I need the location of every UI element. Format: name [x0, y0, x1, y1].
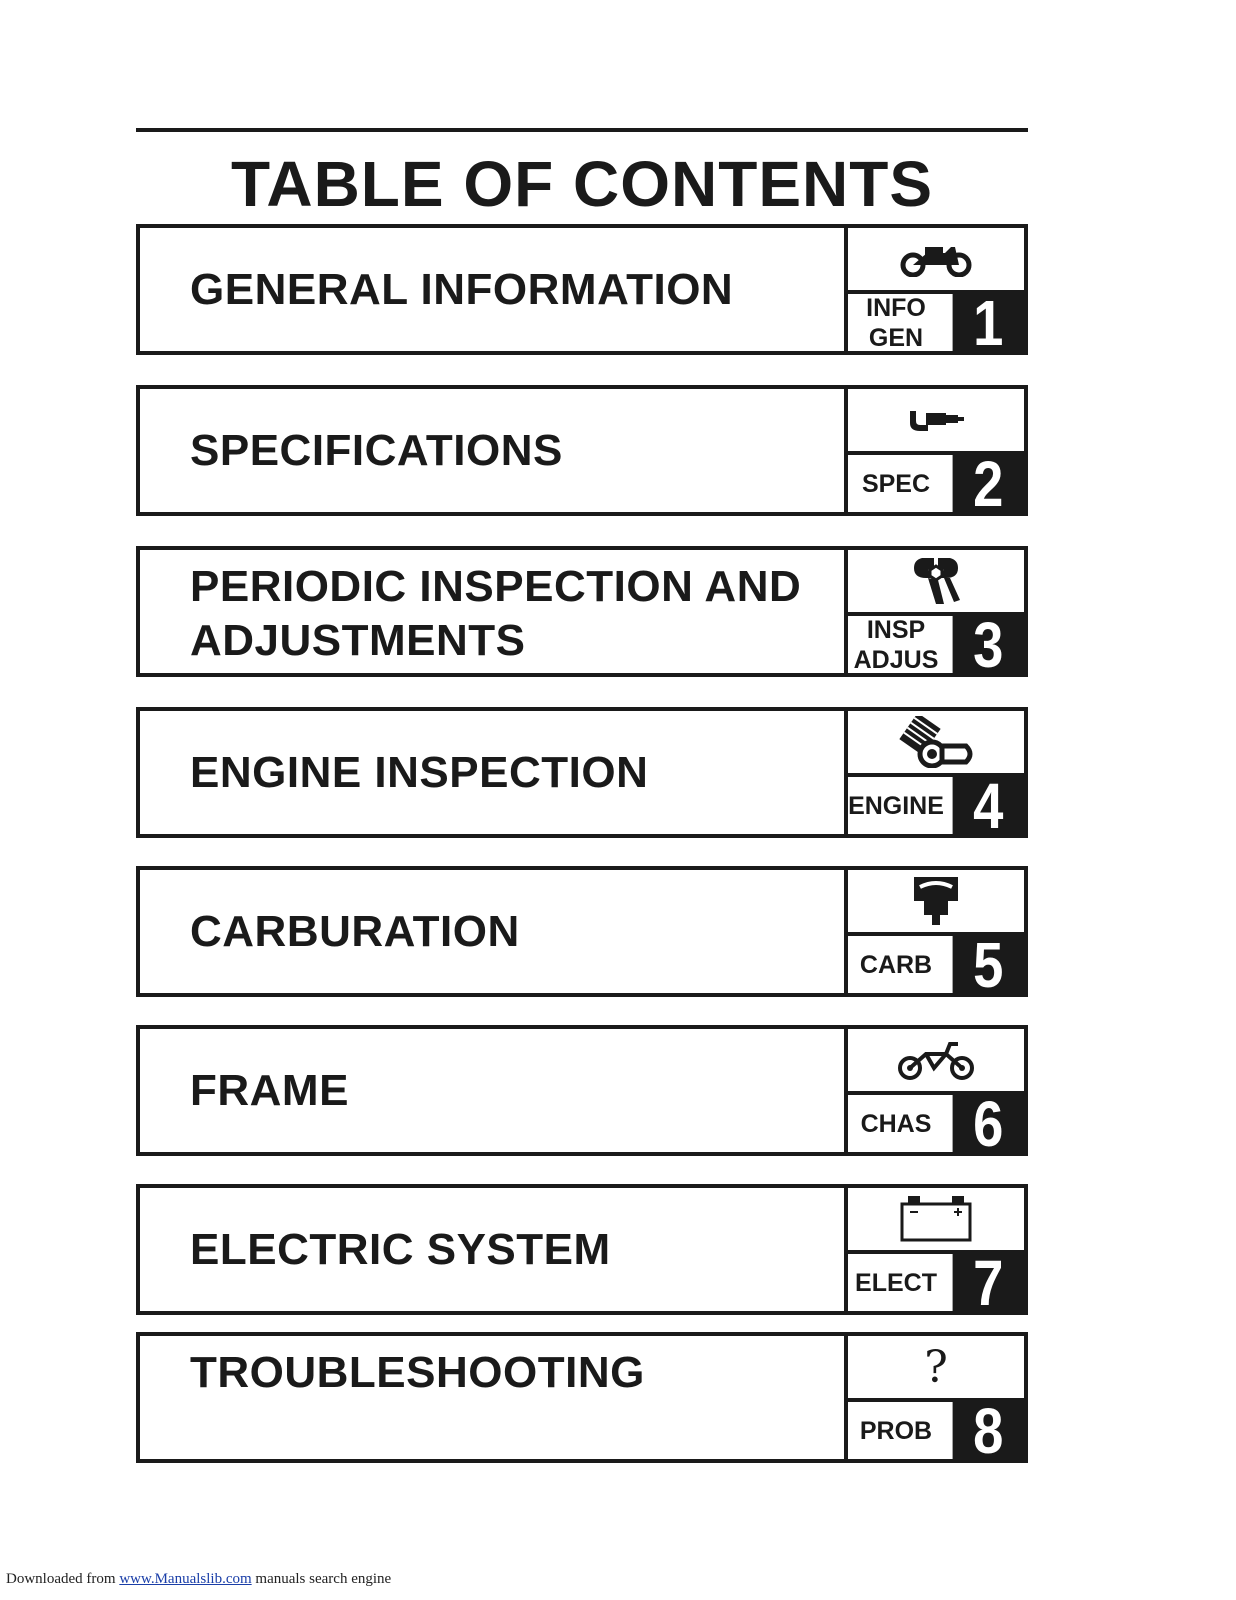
tab-label: ENGINE	[848, 791, 944, 820]
toc-section-troubleshooting[interactable]	[136, 1332, 1028, 1467]
tab-label: INFO GEN	[866, 293, 926, 352]
wrench-icon	[848, 550, 1024, 616]
section-number: 6	[953, 1095, 1024, 1152]
section-tab	[844, 1029, 1024, 1160]
engine-icon	[848, 711, 1024, 777]
toc-section-engine-inspection[interactable]	[136, 707, 1028, 842]
carburetor-icon	[848, 870, 1024, 936]
section-tab	[844, 550, 1024, 681]
tab-label: INSP ADJUS	[853, 615, 939, 674]
section-title: CARBURATION	[190, 906, 520, 956]
micrometer-icon	[848, 389, 1024, 455]
question-mark-icon	[848, 1336, 1024, 1402]
section-number: 3	[953, 616, 1024, 673]
section-title: SPECIFICATIONS	[190, 425, 563, 475]
section-tab	[844, 389, 1024, 520]
download-footer	[6, 1571, 391, 1588]
section-number: 8	[953, 1402, 1024, 1459]
section-tab	[844, 1188, 1024, 1319]
section-tab	[844, 711, 1024, 842]
section-title: GENERAL INFORMATION	[190, 264, 734, 314]
manualslib-link[interactable]: www.Manualslib.com	[119, 1571, 252, 1587]
section-number: 7	[953, 1254, 1024, 1311]
tab-label: SPEC	[861, 469, 931, 498]
section-tab	[844, 870, 1024, 1001]
question-mark-glyph: ?	[924, 1341, 948, 1393]
section-title: ENGINE INSPECTION	[190, 747, 649, 797]
top-rule	[136, 128, 1028, 132]
section-number: 5	[953, 936, 1024, 993]
toc-section-electric-system[interactable]	[136, 1184, 1028, 1319]
section-number: 4	[953, 777, 1024, 834]
section-title: PERIODIC INSPECTION AND ADJUSTMENTS	[190, 562, 802, 665]
toc-section-frame[interactable]	[136, 1025, 1028, 1160]
bicycle-frame-icon	[848, 1029, 1024, 1095]
battery-icon	[848, 1188, 1024, 1254]
section-title: TROUBLESHOOTING	[190, 1348, 645, 1397]
toc-section-carburation[interactable]	[136, 866, 1028, 1001]
motorcycle-icon	[848, 228, 1024, 294]
section-tab	[844, 228, 1024, 359]
tab-label: ELECT	[855, 1268, 937, 1297]
page-title: TABLE OF CONTENTS	[231, 148, 933, 220]
toc-section-periodic-inspection[interactable]	[136, 546, 1028, 681]
tab-label: CHAS	[860, 1109, 932, 1138]
footer-prefix: Downloaded from	[6, 1571, 116, 1587]
section-number: 2	[953, 455, 1024, 512]
footer-suffix: manuals search engine	[255, 1571, 392, 1587]
section-tab	[844, 1336, 1024, 1467]
tab-label: PROB	[859, 1416, 933, 1445]
section-title: FRAME	[190, 1065, 349, 1115]
toc-section-specifications[interactable]	[136, 385, 1028, 520]
section-number: 1	[953, 294, 1024, 351]
toc-section-general-information[interactable]	[136, 224, 1028, 359]
tab-label: CARB	[859, 950, 933, 979]
section-title: ELECTRIC SYSTEM	[190, 1224, 611, 1274]
